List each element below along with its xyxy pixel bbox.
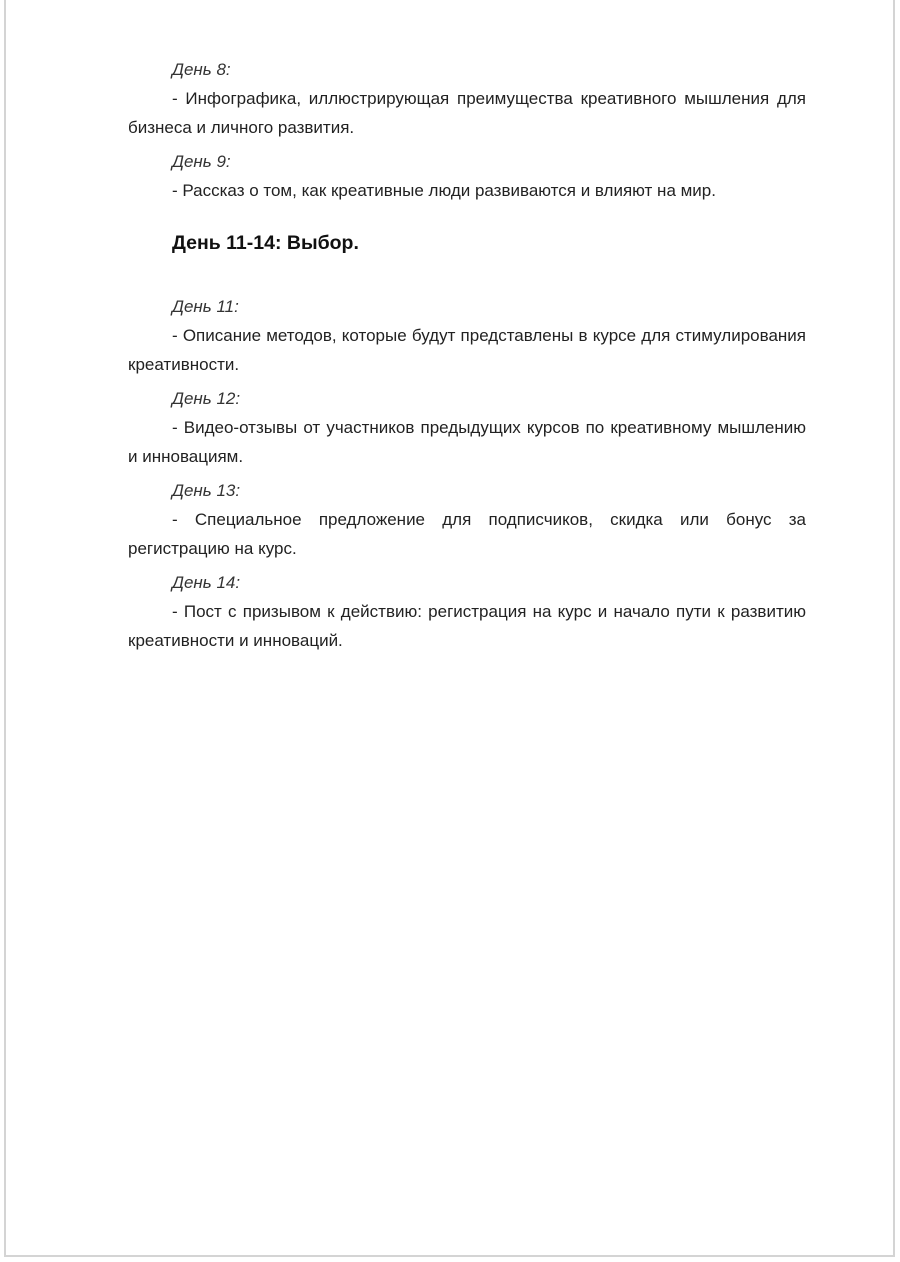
day-label: День 13: <box>172 481 241 500</box>
day-label: День 8: <box>172 60 231 79</box>
document-page <box>4 0 895 1257</box>
day-text: - Пост с призывом к действию: регистрация на курс и начало пути к развитию креативности и инноваций. <box>128 602 806 650</box>
day-text: - Рассказ о том, как креативные люди развиваются и влияют на мир. <box>172 181 716 200</box>
day-label: День 11: <box>172 297 239 316</box>
section-heading: День 11-14: Выбор. <box>172 232 359 254</box>
day-label: День 12: <box>172 389 241 408</box>
day-text: - Видео-отзывы от участников предыдущих курсов по креативному мышлению и инновациям. <box>128 418 806 466</box>
day-label: День 14: <box>172 573 241 592</box>
day-text: - Специальное предложение для подписчиков, скидка или бонус за регистрацию на курс. <box>128 510 806 558</box>
page-content <box>128 56 806 661</box>
day-text: - Инфографика, иллюстрирующая преимущества креативного мышления для бизнеса и личного развития. <box>128 89 806 137</box>
day-label: День 9: <box>172 152 231 171</box>
day-text: - Описание методов, которые будут представлены в курсе для стимулирования креативности. <box>128 326 806 374</box>
